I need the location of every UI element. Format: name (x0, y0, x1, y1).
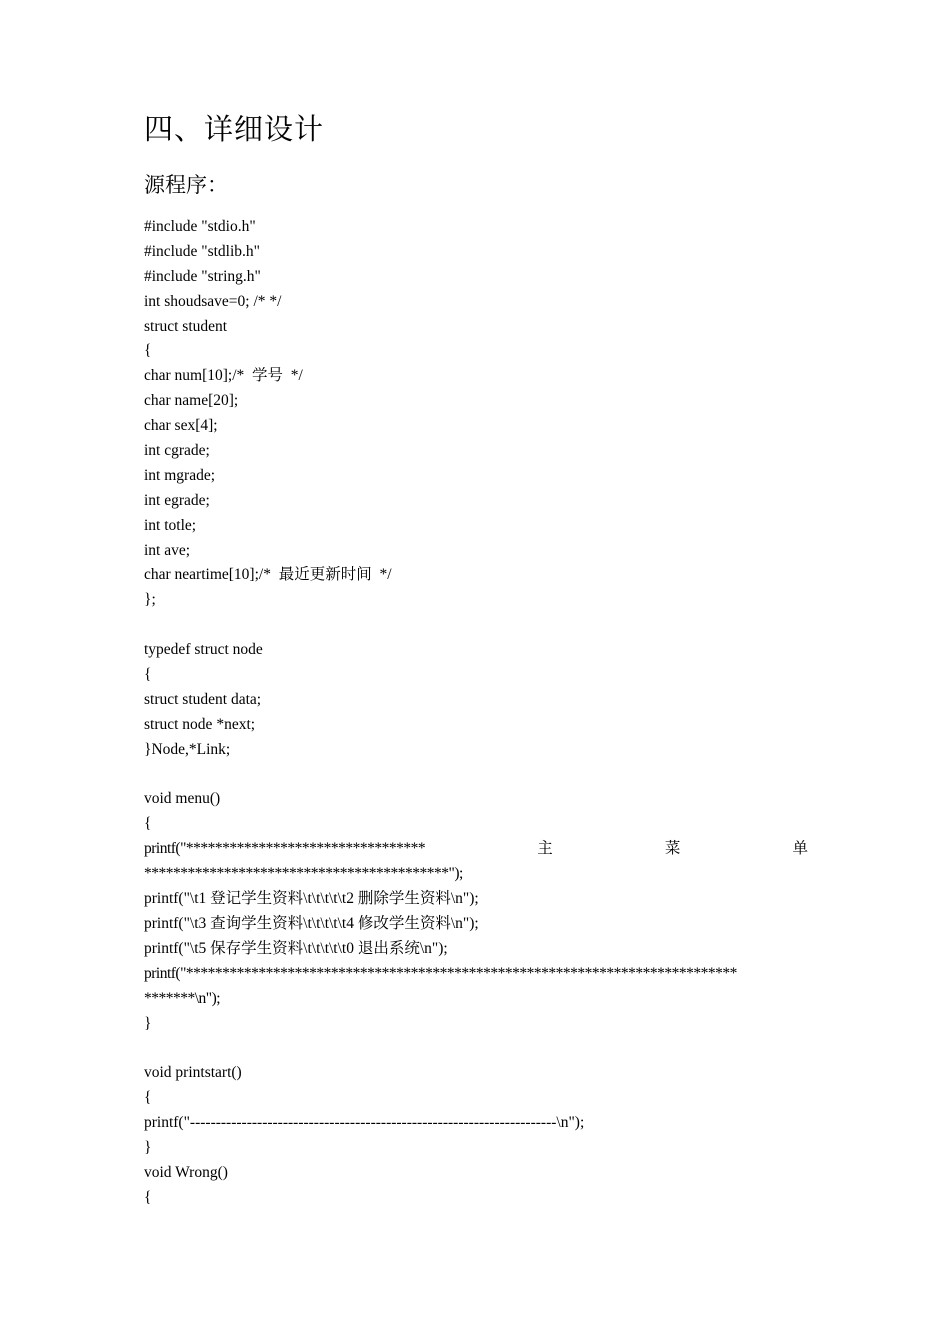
code-line: char name[20]; (144, 392, 239, 410)
code-line: struct student data; (144, 690, 262, 708)
menu-title-line (144, 837, 808, 862)
code-line: int mgrade; (144, 466, 216, 484)
code-line: printf("\t3 查询学生资料\t\t\t\t\t4 修改学生资料\n"); (144, 914, 479, 932)
menu-title-prefix: printf("********************************* (144, 840, 426, 858)
section-heading: 四、详细设计 (144, 114, 325, 146)
code-line: void Wrong() (144, 1163, 228, 1181)
code-line: { (144, 1089, 152, 1107)
code-line: } (144, 1138, 152, 1156)
code-line: typedef struct node (144, 641, 263, 659)
code-line: { (144, 342, 152, 360)
menu-title-word: 单 (792, 840, 808, 858)
blank-line (144, 613, 808, 638)
code-line: struct student (144, 317, 228, 335)
code-line: char sex[4]; (144, 417, 218, 435)
source-code-label: 源程序： (144, 173, 228, 197)
code-line: #include "stdio.h" (144, 218, 256, 235)
code-line: { (144, 815, 152, 833)
code-line: ******************************************"); (144, 865, 463, 883)
code-line: int egrade; (144, 491, 210, 509)
code-line: printf("**************************************************************************** (144, 964, 737, 982)
code-line: printf("-----------------------------------------------------------------------\n"); (144, 1114, 585, 1132)
code-line: int cgrade; (144, 442, 210, 460)
code-line: int ave; (144, 541, 191, 559)
code-line: printf("\t5 保存学生资料\t\t\t\t\t0 退出系统\n"); (144, 939, 448, 957)
code-line: }Node,*Link; (144, 740, 231, 758)
code-line: int shoudsave=0; /* */ (144, 292, 282, 310)
source-code-block (144, 215, 808, 1211)
code-line: #include "stdlib.h" (144, 242, 260, 260)
blank-line (144, 763, 808, 788)
blank-line (144, 1036, 808, 1061)
code-line: int totle; (144, 516, 197, 534)
code-line: printf("\t1 登记学生资料\t\t\t\t\t2 删除学生资料\n"); (144, 890, 479, 908)
menu-title-word: 主 (537, 840, 553, 858)
code-line: }; (144, 591, 156, 609)
code-line: char neartime[10];/* 最近更新时间 */ (144, 566, 392, 584)
code-line: { (144, 1188, 152, 1206)
code-line: char num[10];/* 学号 */ (144, 367, 303, 385)
code-line: struct node *next; (144, 715, 256, 733)
code-line: void printstart() (144, 1064, 242, 1082)
code-line: #include "string.h" (144, 267, 261, 285)
code-line: *******\n"); (144, 989, 221, 1007)
menu-title-word: 菜 (664, 840, 681, 858)
code-line: } (144, 1014, 152, 1032)
code-line: void menu() (144, 790, 221, 808)
code-line: { (144, 666, 152, 684)
